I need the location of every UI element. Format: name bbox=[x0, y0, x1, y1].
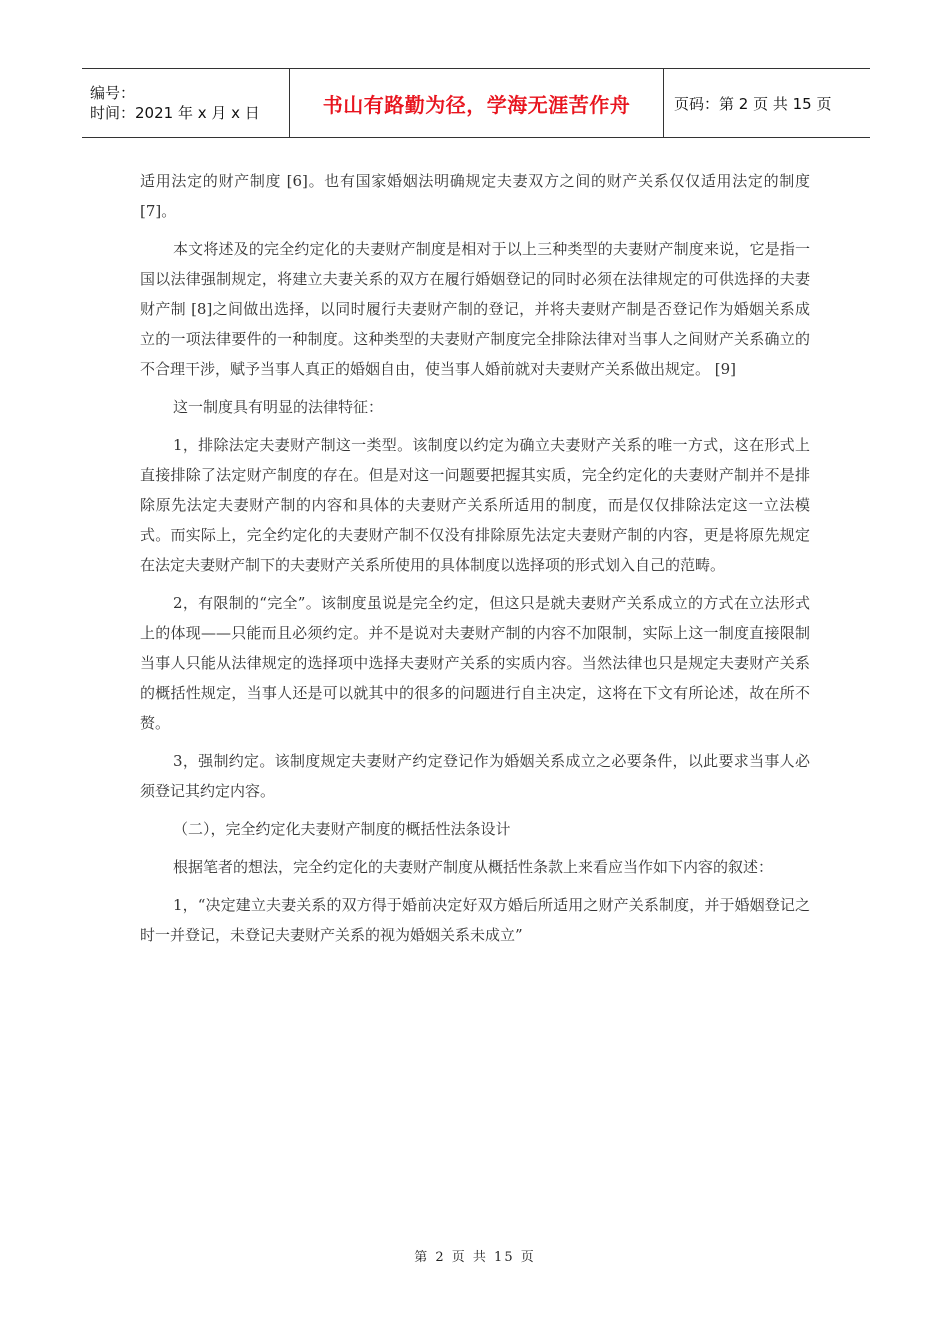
header-page-info bbox=[664, 69, 870, 137]
section-heading: （二），完全约定化夫妻财产制度的概括性法条设计 bbox=[173, 820, 511, 838]
motto-text: 书山有路勤为径，学海无涯苦作舟 bbox=[322, 92, 631, 117]
document-number-label: 编号： bbox=[90, 84, 136, 102]
paragraph-continuation: 适用法定的财产制度 [6]。也有国家婚姻法明确规定夫妻双方之间的财产关系仅仅适用法定的制度 [7]。 bbox=[140, 172, 810, 220]
document-date-label: 时间：2021 年 x 月 x 日 bbox=[90, 104, 260, 122]
header-meta bbox=[82, 69, 290, 137]
paragraph-feature-3: 3，强制约定。该制度规定夫妻财产约定登记作为婚姻关系成立之必要条件，以此要求当事人必须登记其约定内容。 bbox=[140, 752, 810, 800]
header-motto bbox=[290, 69, 664, 137]
paragraph-feature-2: 2，有限制的“完全”。该制度虽说是完全约定，但这只是就夫妻财产关系成立的方式在立法形式上的体现——只能而且必须约定。并不是说对夫妻财产制的内容不加限制，实际上这一制度直接限制当事人只能从法律规定的选择项中选择夫妻财产关系的实质内容。当然法律也只是规定夫妻财产关系的概括性规定，当事人还是可以就其中的很多的问题进行自主决定，这将在下文有所论述，故在所不赘。 bbox=[140, 594, 810, 732]
paragraph-design-intro: 根据笔者的想法，完全约定化的夫妻财产制度从概括性条款上来看应当作如下内容的叙述： bbox=[173, 858, 774, 876]
page-header bbox=[82, 68, 870, 138]
document-body bbox=[140, 166, 810, 950]
paragraph-clause-1: 1，“决定建立夫妻关系的双方得于婚前决定好双方婚后所适用之财产关系制度，并于婚姻登记之时一并登记，未登记夫妻财产关系的视为婚姻关系未成立” bbox=[140, 896, 810, 944]
paragraph-features-intro: 这一制度具有明显的法律特征： bbox=[173, 398, 384, 416]
page-number-label: 页码：第 2 页 共 15 页 bbox=[674, 94, 832, 113]
page-footer: 第 2 页 共 15 页 bbox=[414, 1250, 536, 1265]
paragraph-feature-1: 1，排除法定夫妻财产制这一类型。该制度以约定为确立夫妻财产关系的唯一方式，这在形式上直接排除了法定财产制度的存在。但是对这一问题要把握其实质，完全约定化的夫妻财产制并不是排除原先法定夫妻财产制的内容和具体的夫妻财产关系所适用的制度，而是仅仅排除法定这一立法模式。而实际上，完全约定化的夫妻财产制不仅没有排除原先法定夫妻财产制的内容，更是将原先规定在法定夫妻财产制下的夫妻财产关系所使用的具体制度以选择项的形式划入自己的范畴。 bbox=[140, 436, 810, 574]
paragraph-definition: 本文将述及的完全约定化的夫妻财产制度是相对于以上三种类型的夫妻财产制度来说，它是指一国以法律强制规定，将建立夫妻关系的双方在履行婚姻登记的同时必须在法律规定的可供选择的夫妻财产制 [8]之间做出选择，以同时履行夫妻财产制的登记，并将夫妻财产制是否登记作为婚姻关系成立的一项法律要件的一种制度。这种类型的夫妻财产制度完全排除法律对当事人之间财产关系确立的不合理干涉，赋予当事人真正的婚姻自由，使当事人婚前就对夫妻财产关系做出规定。 [9] bbox=[140, 240, 810, 378]
